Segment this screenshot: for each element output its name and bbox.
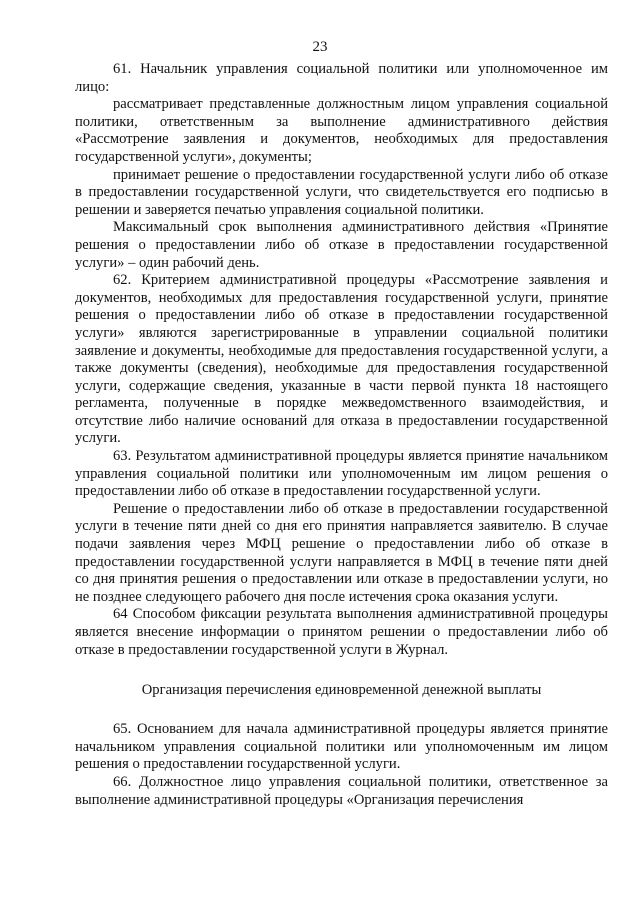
paragraph-61-decision: принимает решение о предоставлении государственной услуги либо об отказе в предоставлении государственной услуги, что свидетельствуется его подписью в решении и заверяется печатью управления социальной политики. [75, 166, 608, 218]
page-number: 23 [312, 39, 328, 55]
document-body [75, 61, 608, 809]
paragraph-63: 63. Результатом административной процедуры является принятие начальником управления социальной политики или уполномоченным им лицом решения о предоставлении либо об отказе в предоставлении государственной услуги. [75, 448, 608, 500]
paragraph-61-review: рассматривает представленные должностным лицом управления социальной политики, ответственным за выполнение административного действия «Рассмотрение заявления и документов, необходимых для предоставления государственной услуги», документы; [75, 96, 608, 165]
paragraph-61: 61. Начальник управления социальной политики или уполномоченное им лицо: [75, 61, 608, 95]
section-heading: Организация перечисления единовременной денежной выплаты [141, 682, 542, 699]
paragraph-64: 64 Способом фиксации результата выполнения административной процедуры является внесение информации о принятом решении о предоставлении либо об отказе в предоставлении государственной услуги в Журнал. [75, 606, 608, 658]
paragraph-63-notification: Решение о предоставлении либо об отказе в предоставлении государственной услуги в течение пяти дней со дня его принятия направляется заявителю. В случае подачи заявления через МФЦ решение о предоставлении либо об отказе в предоставлении государственной услуги направляется в МФЦ в течение пяти дней со дня принятия решения о предоставлении или отказе в предоставлении услуги, но не позднее следующего рабочего дня после истечения срока оказания услуги. [75, 500, 608, 605]
paragraph-66: 66. Должностное лицо управления социальной политики, ответственное за выполнение административной процедуры «Организация перечисления [75, 773, 608, 808]
paragraph-61-deadline: Максимальный срок выполнения административного действия «Принятие решения о предоставлении либо об отказе в предоставлении государственной услуги» – один рабочий день. [75, 219, 608, 271]
paragraph-62: 62. Критерием административной процедуры «Рассмотрение заявления и документов, необходимых для предоставления государственной услуги, принятие решения о предоставлении либо об отказе в предоставлении государственной услуги» являются зарегистрированные в управлении социальной политики заявление и документы, необходимые для предоставления государственной услуги, а также документы (сведения), необходимые для предоставления государственной услуги, содержащие сведения, указанные в части первой пункта 18 настоящего регламента, полученные в порядке межведомственного взаимодействия, и отсутствие либо наличие оснований для отказа в предоставлении государственной услуги. [75, 272, 608, 447]
paragraph-65: 65. Основанием для начала административной процедуры является принятие начальником управления социальной политики или уполномоченным им лицом решения о предоставлении государственной услуги. [75, 721, 608, 773]
